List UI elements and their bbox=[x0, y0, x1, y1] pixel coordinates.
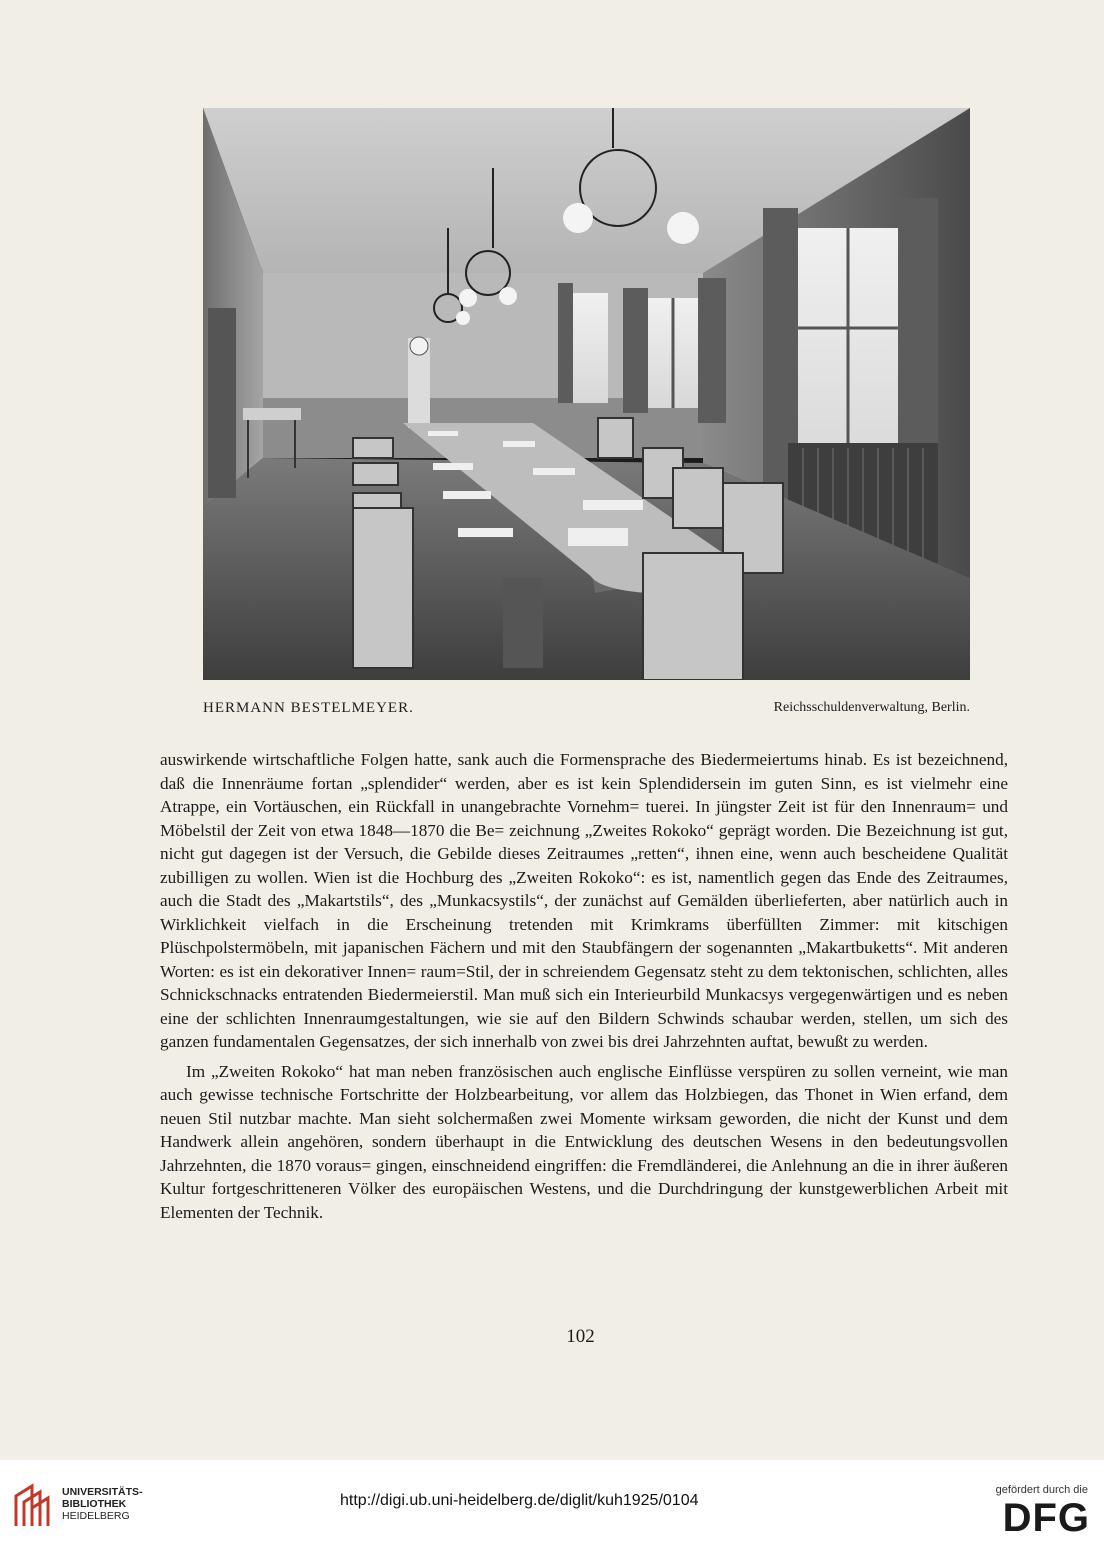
library-name-line: UNIVERSITÄTS- bbox=[62, 1486, 143, 1498]
body-paragraph: Im „Zweiten Rokoko“ hat man neben französischen auch englische Einflüsse verspüren zu sollen verneint, wie man auch gewisse technische Fortschritte der Holzbearbeitung, vor allem das Holzbiegen, das Thonet in Wien erfand, dem neuen Stil nutzbar machte. Man sieht solchermaßen zwei Momente wirksam geworden, die nicht der Kunst und dem Handwerk allein angehören, sondern überhaupt in die Entwicklung des deutschen Wesens in den bedeutungsvollen Jahrzehnten, die 1870 voraus= gingen, einschneidend eingriffen: die Fremdländerei, die Anlehnung an die in ihrer äußeren Kultur fortgeschritteneren Völker des europäischen Westens, und die Durchdringung der kunstgewerblichen Arbeit mit Elementen der Technik. bbox=[160, 1061, 1008, 1222]
dfg-logo: DFG bbox=[1002, 1496, 1090, 1540]
conference-room-illustration bbox=[203, 108, 970, 680]
interior-photograph bbox=[203, 108, 970, 680]
body-paragraph: auswirkende wirtschaftliche Folgen hatte, sank auch die Formensprache des Biedermeiertums hinab. Es ist bezeichnend, daß die Innenräume fortan „splendider“ werden, aber es ist kein Splendidersein im guten Sinn, es ist vielmehr eine Atrappe, ein Vortäuschen, ein Rückfall in unangebrachte Vornehm= tuerei. In jüngster Zeit ist für den Innenraum= und Möbelstil der Zeit von etwa 1848—1870 die Be= zeichnung „Zweites Rokoko“ geprägt worden. Die Bezeichnung ist gut, nicht gut dagegen ist der Versuch, die Gebilde dieses Zeitraumes „retten“, ihnen eine, wenn auch bescheidene Qualität zubilligen zu wollen. Wien ist die Hochburg des „Zweiten Rokoko“: es ist, namentlich gegen das Ende des Zeitraumes, auch die Stadt des „Makartstils“, des „Munkacsystils“, der zunächst auf Gemälden überlieferten, aber natürlich auch in Wirklichkeit vielfach in die Erscheinung tretenden mit Krimkrams überfüllten Zimmer: mit kitschigen Plüschpolstermöbeln, mit japanischen Fächern und mit den Staubfängern der sogenannten „Makartbuketts“. Mit anderen Worten: es ist ein dekorativer Innen= raum=Stil, der in schreiendem Gegensatz steht zu dem tektonischen, schlichten, alles Schnickschnacks entratenden Biedermeierstil. Man muß sich ein Interieurbild Munkacsys vergegenwärtigen und es neben eine der schlichten Innenraumgestaltungen, wie sie auf den Bildern Schwinds schaubar werden, stellen, um sich des ganzen fundamentalen Gegensatzes, der sich innerhalb von zwei bis drei Jahrzehnten auftat, bewußt zu werden. bbox=[160, 750, 1008, 1051]
viewer-footer bbox=[0, 1460, 1104, 1550]
funding-label: gefördert durch die bbox=[995, 1484, 1088, 1496]
article-body bbox=[160, 748, 1008, 1224]
university-library-name bbox=[62, 1486, 143, 1522]
page-number: 102 bbox=[566, 1326, 595, 1347]
permalink-url[interactable]: http://digi.ub.uni-heidelberg.de/diglit/kuh1925/0104 bbox=[340, 1492, 699, 1509]
photo-caption-location: Reichsschuldenverwaltung, Berlin. bbox=[773, 700, 970, 715]
photo-caption-architect: HERMANN BESTELMEYER. bbox=[203, 700, 414, 716]
library-name-line: HEIDELBERG bbox=[62, 1510, 130, 1522]
library-name-line: BIBLIOTHEK bbox=[62, 1498, 127, 1510]
university-library-logo-icon bbox=[12, 1482, 56, 1530]
